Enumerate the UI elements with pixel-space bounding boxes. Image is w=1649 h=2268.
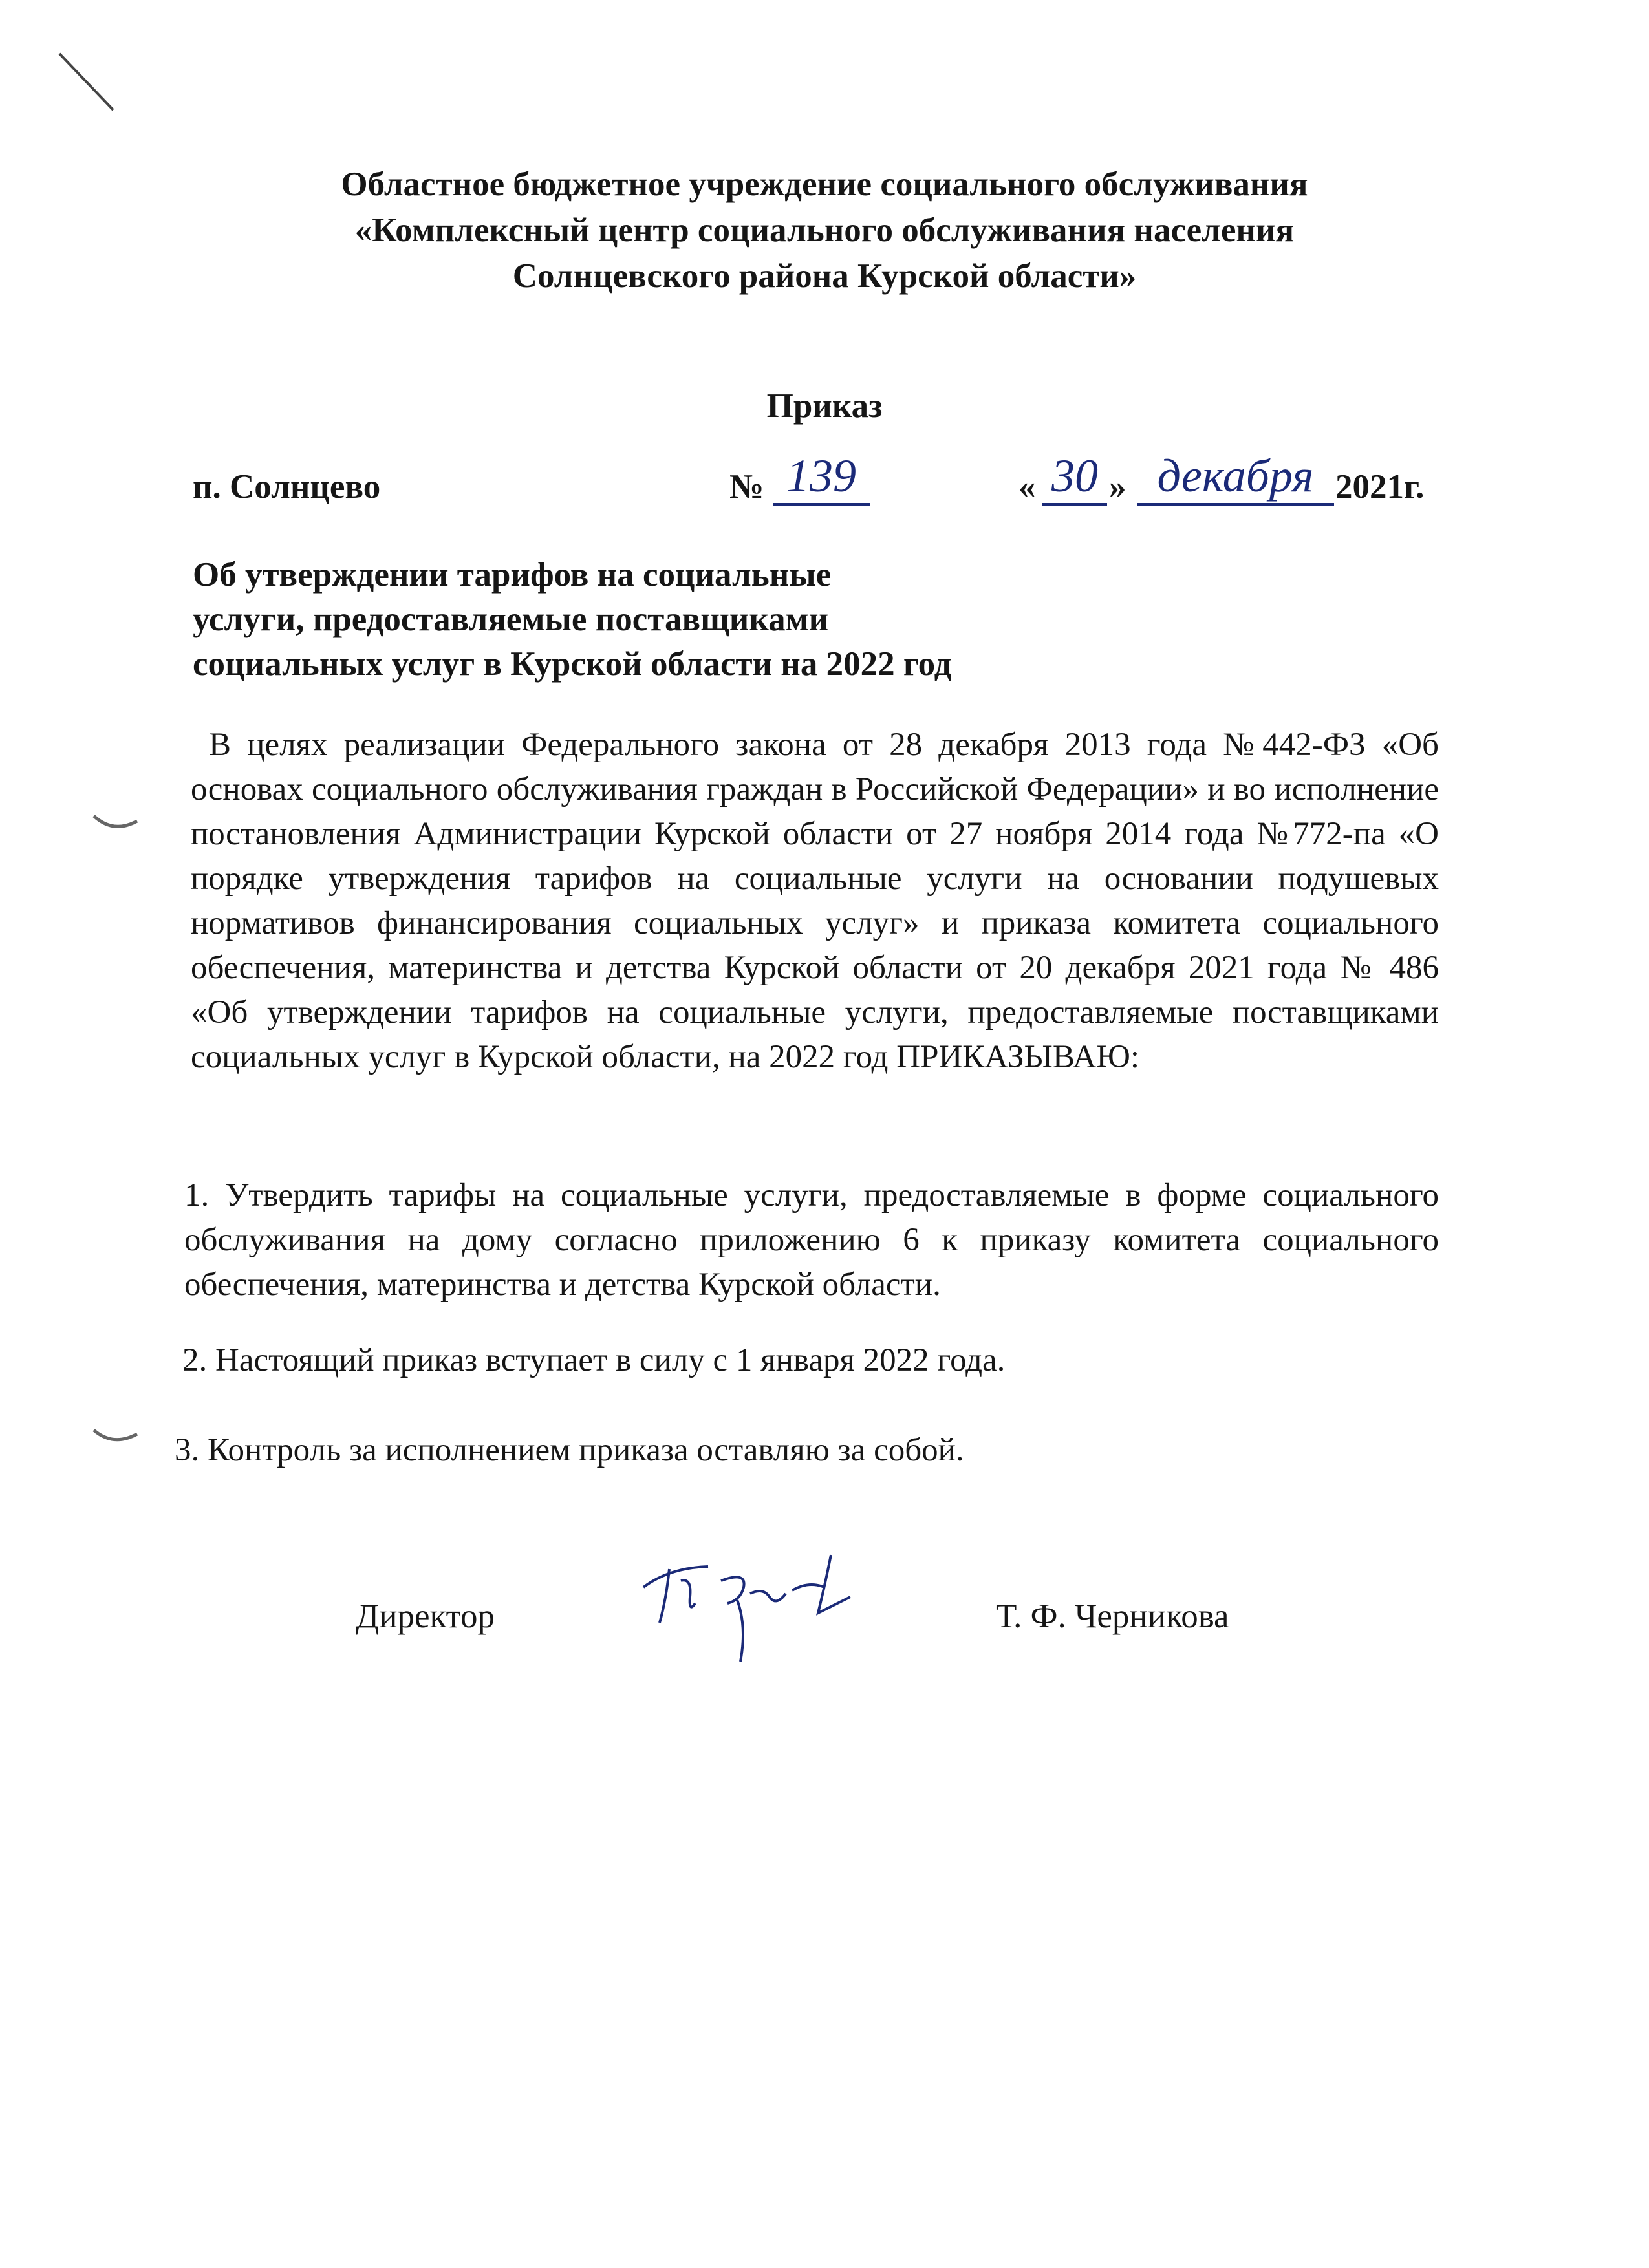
handwritten-signature	[630, 1542, 876, 1671]
date-close-quote: »	[1109, 468, 1126, 506]
preamble-paragraph: В целях реализации Федерального закона от 28 декабря 2013 года №442-ФЗ «Об основах социального обслуживания граждан в Российской Федерации» и во исполнение постановления Администрации Курской области от 27 ноября 2014 года №772-па «О порядке утверждения тарифов на социальные услуги на основании подушевых нормативов финансирования социальных услуг» и приказа комитета социального обеспечения, материнства и детства Курской области от 20 декабря 2021 года № 486 «Об утверждении тарифов на социальные услуги, предоставляемые поставщиками социальных услуг в Курской области, на 2022 год ПРИКАЗЫВАЮ:	[191, 727, 1439, 1075]
organization-line-1: Областное бюджетное учреждение социального обслуживания	[341, 166, 1308, 203]
handwritten-day: 30	[1042, 449, 1107, 506]
place: п. Солнцево	[193, 468, 381, 506]
subject-line-1: Об утверждении тарифов на социальные	[193, 556, 832, 594]
signatory-title: Директор	[356, 1598, 495, 1635]
punch-hole-mark-bottom	[91, 1422, 142, 1455]
subject-line-2: услуги, предоставляемые поставщиками	[193, 601, 829, 638]
organization-line-2: «Комплексный центр социального обслуживания населения	[354, 211, 1295, 249]
signatory-name: Т. Ф. Черникова	[996, 1598, 1229, 1635]
organization-line-3: Солнцевского района Курской области»	[512, 257, 1137, 295]
order-subject	[193, 553, 951, 687]
date-year: 2021г.	[1335, 468, 1425, 506]
handwritten-number: 139	[773, 449, 870, 506]
subject-line-3: социальных услуг в Курской области на 2022 год	[193, 645, 952, 683]
order-item-2: 2. Настоящий приказ вступает в силу с 1 января 2022 года.	[182, 1342, 1006, 1378]
handwritten-month: декабря	[1137, 449, 1334, 506]
scan-mark-line	[52, 48, 123, 120]
number-label: №	[729, 468, 764, 506]
order-item-1: 1. Утвердить тарифы на социальные услуги, предоставляемые в форме социального обслуживания на дому согласно приложению 6 к приказу комитета социального обеспечения, материнства и детства Курской области.	[184, 1177, 1439, 1303]
document-type: Приказ	[766, 387, 883, 425]
date-open-quote: «	[1018, 468, 1036, 506]
order-item-3: 3. Контроль за исполнением приказа оставляю за собой.	[175, 1432, 964, 1468]
punch-hole-mark-top	[91, 808, 142, 840]
organization-header	[194, 162, 1455, 299]
